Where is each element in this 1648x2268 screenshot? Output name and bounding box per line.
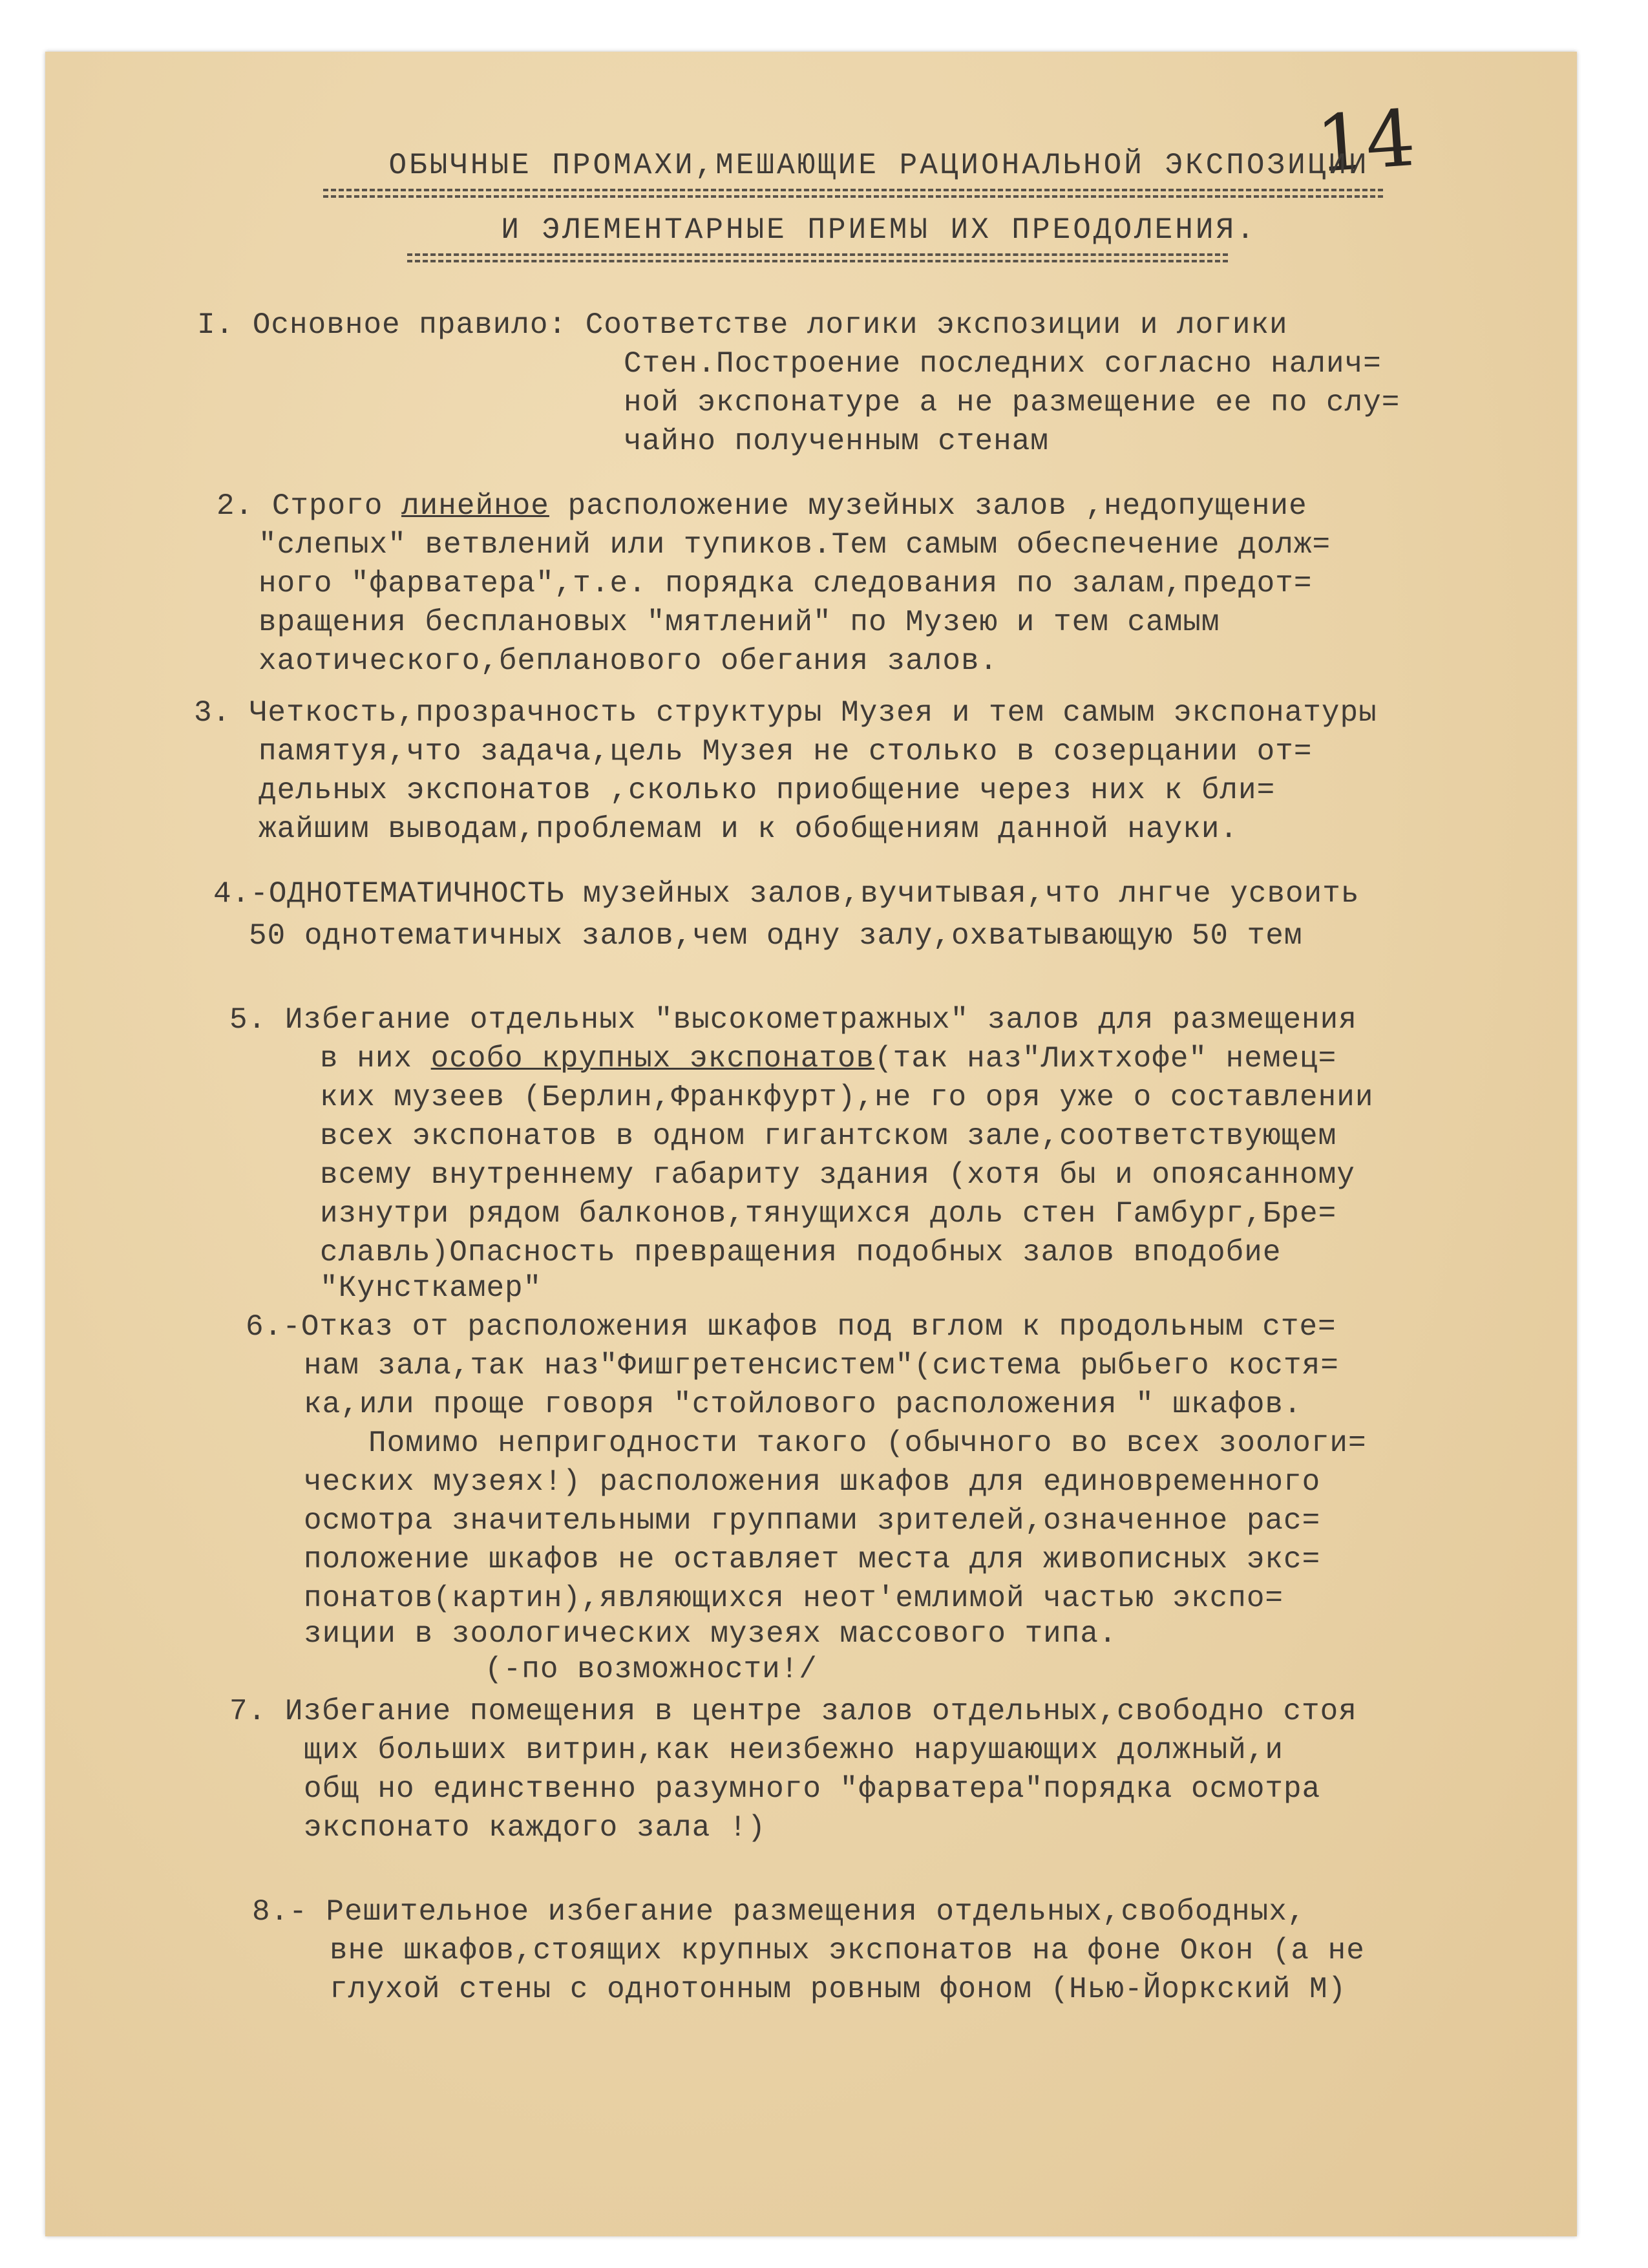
item-6-line: Помимо непригодности такого (обычного во всех зоологи= [368,1426,1367,1460]
title-line-1: ОБЫЧНЫЕ ПРОМАХИ,МЕШАЮЩИЕ РАЦИОНАЛЬНОЙ ЭКСПОЗИЦИИ [388,149,1369,182]
item-6-line: понатов(картин),являющихся неот'емлимой частью экспо= [304,1582,1284,1615]
item-5-line: ких музеев (Берлин,Франкфурт),не го оря уже о составлении [320,1081,1374,1114]
item-7-line: 7. Избегание помещения в центре залов отдельных,свободно стоя [229,1695,1357,1728]
item-6-line: положение шкафов не оставляет места для живописных экс= [304,1543,1321,1576]
item-8-line: 8.- Решительное избегание размещения отдельных,свободных, [252,1895,1306,1929]
title-underline-1 [323,189,1383,191]
item-5-line [320,1044,1336,1074]
item-6-line: зиции в зоологических музеях массового типа. [304,1617,1117,1651]
item-7-line: общ но единственно разумного "фарватера"порядка осмотра [304,1772,1321,1806]
item-2-line: "слепых" ветвлений или тупиков.Тем самым обеспечение долж= [259,528,1331,562]
handwritten-page-number: 14 [1313,93,1419,191]
item-3-line: памятуя,что задача,цель Музея не столько в созерцании от= [259,735,1313,768]
item-8-line: вне шкафов,стоящих крупных экспонатов на фоне Окон (а не [330,1934,1365,1967]
item-7-line: экспонато каждого зала !) [304,1811,766,1845]
item-6-line: (-по возможности!/ [485,1653,818,1686]
item-6-line: нам зала,так наз"Фишгретенсистем"(система рыбьего костя= [304,1349,1339,1383]
item-1-line: чайно полученным стенам [624,425,1049,458]
title-underline-1b [323,195,1383,198]
item-8-line: глухой стены с однотонным ровным фоном (Нью-Йоркский М) [330,1973,1347,2006]
item-4-line: 4.-ОДНОТЕМАТИЧНОСТЬ музейных залов,вучитывая,что лнгче усвоить [213,877,1360,911]
item-1-line: I. Основное правило: Соответстве логики экспозиции и логики [197,308,1288,342]
item-3-line: 3. Четкость,прозрачность структуры Музея и тем самым экспонатуры [194,696,1377,730]
item-2-number: 2. Строго [217,489,383,523]
item-5-line: изнутри рядом балконов,тянущихся доль стен Гамбург,Бре= [320,1197,1337,1231]
title-underline-2 [407,253,1228,256]
item-5-underlined: особо крупных экспонатов [430,1042,875,1076]
item-2-line: ного "фарватера",т.е. порядка следования по залам,предот= [259,567,1313,600]
item-6-line: 6.-Отказ от расположения шкафов под вглом к продольным сте= [246,1310,1336,1344]
title-line-2: И ЭЛЕМЕНТАРНЫЕ ПРИЕМЫ ИХ ПРЕОДОЛЕНИЯ. [501,213,1257,247]
item-6-line: ческих музеях!) расположения шкафов для единовременного [304,1465,1321,1499]
item-2-rest: расположение музейных залов ,недопущение [567,489,1307,523]
item-5-line: 5. Избегание отдельных "высокометражных" залов для размещения [229,1003,1357,1037]
item-1-line: ной экспонатуре а не размещение ее по слу= [624,386,1400,419]
item-6-line: осмотра значительными группами зрителей,означенное рас= [304,1504,1321,1538]
item-3-line: жайшим выводам,проблемам и к обобщениям данной науки. [259,812,1239,846]
item-2-underlined: линейное [401,489,549,523]
item-4-line: 50 однотематичных залов,чем одну залу,охватывающую 50 тем [249,919,1303,953]
title-underline-2b [407,260,1228,262]
item-5-line: "Кунсткамер" [320,1271,542,1305]
item-5-line: всему внутреннему габариту здания (хотя бы и опоясанному [320,1158,1355,1192]
item-5-prefix: в них [320,1042,413,1076]
item-2-line: вращения бесплановых "мятлений" по Музею и тем самым [259,606,1220,639]
item-2-line [217,491,1307,521]
item-1-line: Стен.Построение последних согласно налич= [624,347,1382,381]
document-page [45,52,1577,2236]
item-5-line: славль)Опасность превращения подобных залов вподобие [320,1236,1282,1269]
item-3-line: дельных экспонатов ,сколько приобщение через них к бли= [259,774,1276,807]
item-5-rest: (так наз"Лихтхофе" немец= [874,1042,1337,1076]
item-5-line: всех экспонатов в одном гигантском зале,соответствующем [320,1119,1337,1153]
item-2-line: хаотического,бепланового обегания залов. [259,644,998,678]
item-6-line: ка,или проще говоря "стойлового расположения " шкафов. [304,1388,1302,1421]
item-7-line: щих больших витрин,как неизбежно нарушающих должный,и [304,1733,1284,1767]
